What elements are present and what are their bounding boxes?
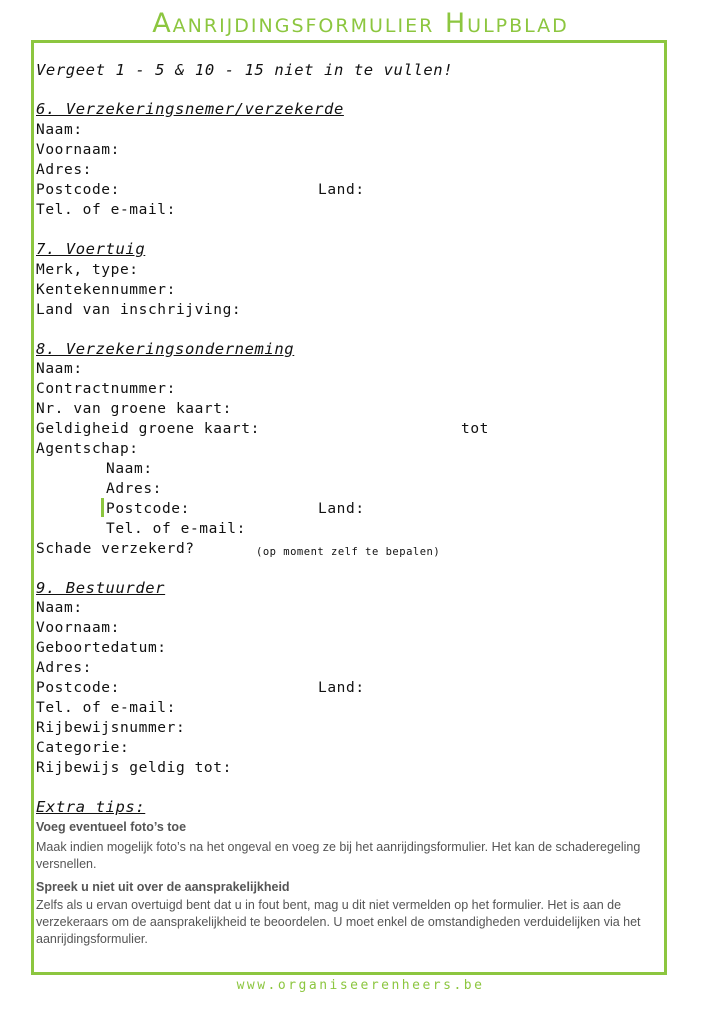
page-title: Aanrijdingsformulier Hulpblad <box>152 8 569 39</box>
field-label-postcode: Postcode: <box>36 680 120 696</box>
intro-note: Vergeet 1 - 5 & 10 - 15 niet in te vullen! <box>36 61 454 79</box>
section-7-heading: 7. Voertuig <box>36 240 146 258</box>
field-label-groene-kaart: Nr. van groene kaart: <box>36 401 232 417</box>
field-label-geboortedatum: Geboortedatum: <box>36 640 167 656</box>
field-label-merk: Merk, type: <box>36 262 139 278</box>
field-label-rijbewijs-geldig: Rijbewijs geldig tot: <box>36 760 232 776</box>
field-label-naam: Naam: <box>36 122 83 138</box>
text-cursor <box>101 498 104 517</box>
field-label-categorie: Categorie: <box>36 740 130 756</box>
field-label-naam: Naam: <box>36 600 83 616</box>
field-label-rijbewijsnummer: Rijbewijsnummer: <box>36 720 186 736</box>
field-label-schade: Schade verzekerd? <box>36 541 195 557</box>
field-label-agentschap: Agentschap: <box>36 441 139 457</box>
tip-1-title: Voeg eventueel foto’s toe <box>36 820 187 834</box>
field-label-land: Land: <box>318 182 365 198</box>
field-label-land: Land: <box>318 680 365 696</box>
tip-2-title: Spreek u niet uit over de aansprakelijkheid <box>36 880 290 894</box>
field-label-tel: Tel. of e-mail: <box>36 202 176 218</box>
field-label-voornaam: Voornaam: <box>36 142 120 158</box>
field-label-tot: tot <box>461 421 489 437</box>
field-label-postcode: Postcode: <box>36 182 120 198</box>
field-label-geldigheid: Geldigheid groene kaart: <box>36 421 260 437</box>
tip-2-text: Zelfs als u ervan overtuigd bent dat u in fout bent, mag u dit niet vermelden op het formulier. Het is aan de verzekeraars om de aansprakelijkheid te beoordelen. U moet enkel de omstandigheden verduidelijken via het aanrijdingsformulier. <box>36 898 641 946</box>
schade-note: (op moment zelf te bepalen) <box>256 546 441 558</box>
field-label-land-inschrijving: Land van inschrijving: <box>36 302 242 318</box>
tip-1-text: Maak indien mogelijk foto’s na het ongeval en voeg ze bij het aanrijdingsformulier. Het kan de schaderegeling versnellen. <box>36 840 641 871</box>
field-label-contractnummer: Contractnummer: <box>36 381 176 397</box>
field-label-naam: Naam: <box>36 361 83 377</box>
section-6-heading: 6. Verzekeringsnemer/verzekerde <box>36 100 344 118</box>
field-label-agent-adres: Adres: <box>106 481 162 497</box>
footer-website: www.organiseerenheers.be <box>236 978 485 993</box>
field-label-adres: Adres: <box>36 660 92 676</box>
field-label-agent-land: Land: <box>318 501 365 517</box>
field-label-kenteken: Kentekennummer: <box>36 282 176 298</box>
tips-heading: Extra tips: <box>36 798 146 816</box>
section-9-heading: 9. Bestuurder <box>36 579 166 597</box>
field-label-tel: Tel. of e-mail: <box>36 700 176 716</box>
section-8-heading: 8. Verzekeringsonderneming <box>36 340 295 358</box>
field-label-agent-postcode: Postcode: <box>106 501 190 517</box>
field-label-voornaam: Voornaam: <box>36 620 120 636</box>
field-label-agent-naam: Naam: <box>106 461 153 477</box>
field-label-agent-tel: Tel. of e-mail: <box>106 521 246 537</box>
field-label-adres: Adres: <box>36 162 92 178</box>
